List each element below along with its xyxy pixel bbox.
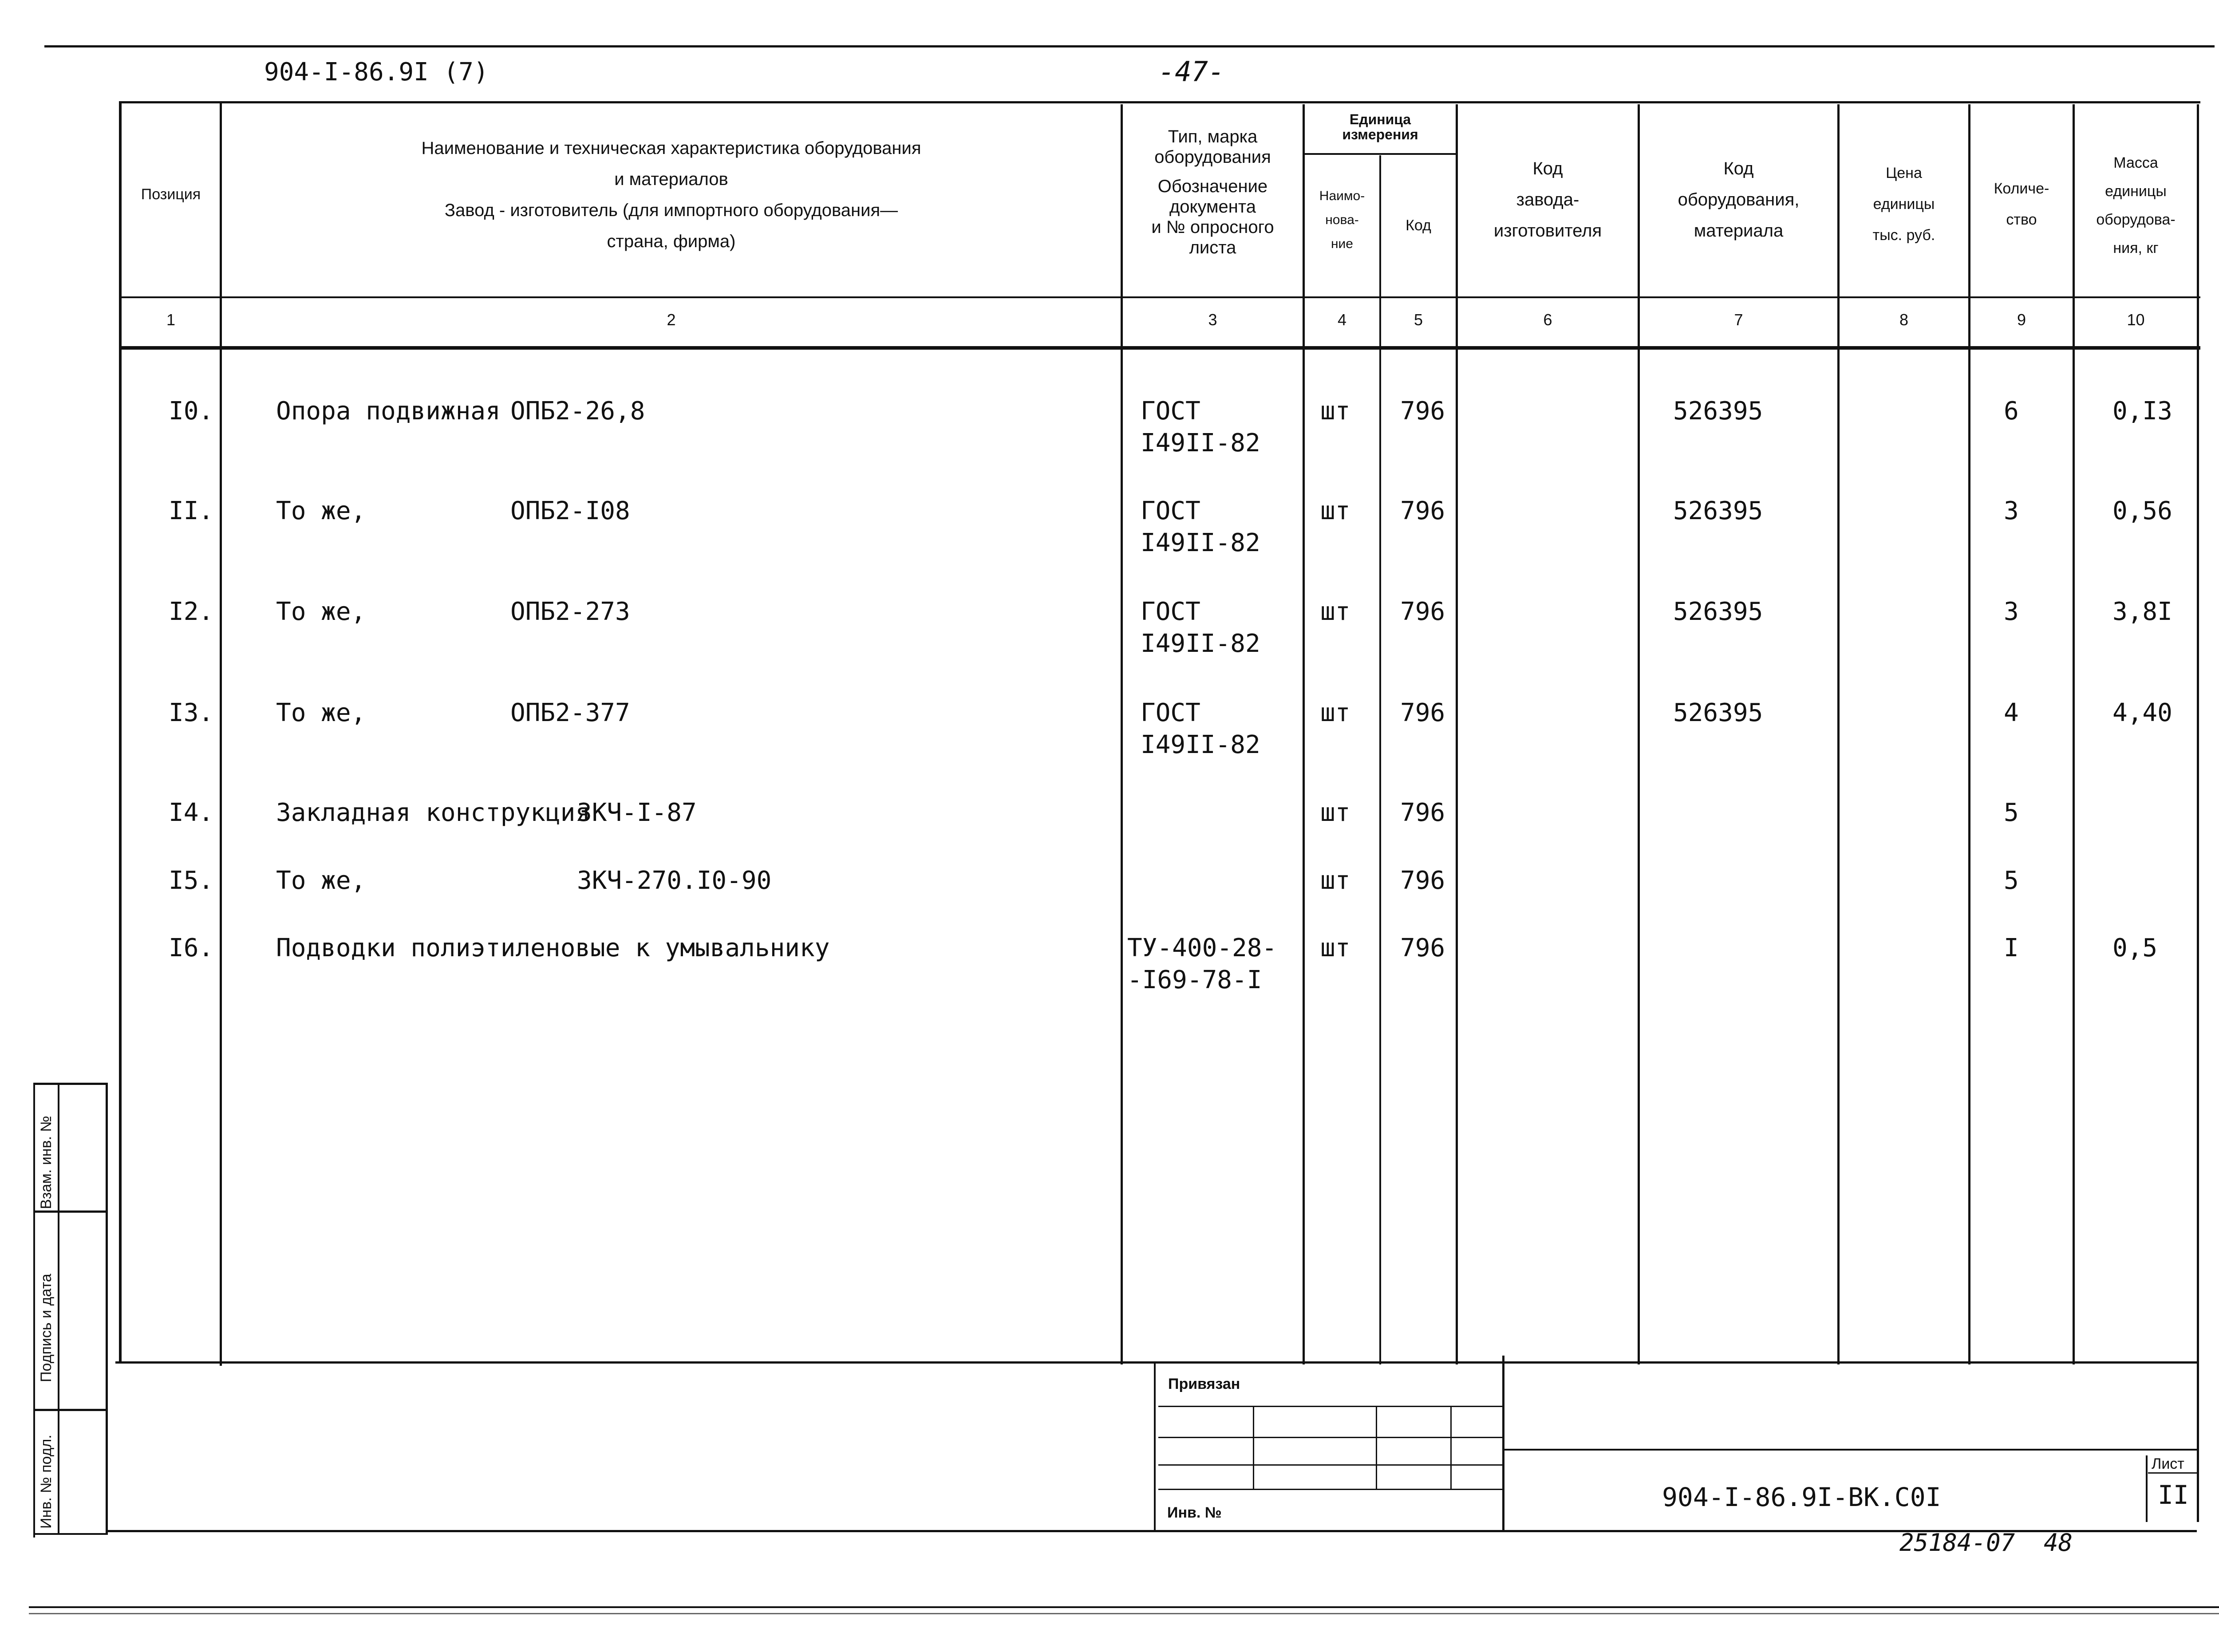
row-document-number: I49II-82 — [1141, 629, 1260, 658]
column-number-7: 7 — [1734, 311, 1743, 329]
row-mass: 3,8I — [2112, 597, 2172, 626]
row-quantity: 3 — [2004, 497, 2019, 525]
row-document-number: I49II-82 — [1141, 730, 1260, 759]
column-number-9: 9 — [2017, 311, 2026, 329]
row-unit-code: 796 — [1400, 597, 1445, 626]
row-mass: 0,56 — [2112, 497, 2172, 525]
attached-row-line-4 — [1158, 1489, 1502, 1490]
row-equipment-code: 526395 — [1673, 597, 1763, 626]
row-unit: шт — [1320, 497, 1350, 525]
row-position: I6. — [169, 934, 214, 962]
attached-col-line-2 — [1376, 1407, 1377, 1489]
row-document: ГОСТ — [1141, 698, 1200, 727]
column-header-type: Тип, марка оборудования Обозначение документа и № опросного листа — [1151, 127, 1274, 257]
top-frame-line — [44, 45, 2215, 47]
col-divider-4 — [1379, 155, 1381, 1364]
column-number-4: 4 — [1337, 311, 1347, 329]
row-unit-code: 796 — [1400, 798, 1445, 827]
side-stamp-left-line — [33, 1085, 35, 1538]
col-divider-6 — [1638, 104, 1640, 1364]
attached-col-line-1 — [1253, 1407, 1254, 1489]
column-header-position: Позиция — [141, 186, 201, 203]
inventory-number-label: Инв. № — [1167, 1504, 1222, 1521]
row-quantity: 4 — [2004, 698, 2019, 727]
row-equipment-code: 526395 — [1673, 397, 1763, 426]
row-position: I4. — [169, 798, 214, 827]
sheet-box-left-line — [2146, 1455, 2148, 1522]
row-position: I5. — [169, 866, 214, 895]
numbers-row-bottom-line — [119, 346, 2200, 350]
bottom-edge-line — [29, 1613, 2219, 1614]
row-name: Закладная конструкция — [276, 798, 591, 827]
table-left-line — [119, 101, 122, 1361]
column-number-10: 10 — [2127, 311, 2145, 329]
row-unit-code: 796 — [1400, 497, 1445, 525]
row-unit-code: 796 — [1400, 934, 1445, 962]
attached-label: Привязан — [1168, 1376, 1240, 1392]
row-unit-code: 796 — [1400, 698, 1445, 727]
row-name: Подводки полиэтиленовые к умывальнику — [276, 934, 830, 962]
row-mark: ОПБ2-377 — [510, 698, 630, 727]
row-mark: ОПБ2-26,8 — [510, 397, 645, 426]
row-equipment-code: 526395 — [1673, 497, 1763, 525]
row-position: I3. — [169, 698, 214, 727]
row-quantity: 6 — [2004, 397, 2019, 426]
column-number-1: 1 — [166, 311, 176, 329]
row-unit: шт — [1320, 698, 1350, 727]
row-document: ГОСТ — [1141, 597, 1200, 626]
row-mark: ОПБ2-273 — [510, 597, 630, 626]
column-header-unit-group: Единица измерения — [1342, 111, 1418, 142]
row-quantity: 5 — [2004, 798, 2019, 827]
row-unit: шт — [1320, 934, 1350, 962]
col-divider-2 — [1121, 104, 1123, 1364]
unit-group-underline — [1303, 153, 1458, 155]
page-number: -47- — [1158, 55, 1225, 88]
row-quantity: 5 — [2004, 866, 2019, 895]
header-bottom-line — [119, 296, 2200, 298]
side-stamp-divider-2 — [33, 1409, 108, 1411]
column-header-name: Наименование и техническая характеристика оборудования и материалов Завод - изготовитель (для импортного оборудования— страна, фирма) — [421, 138, 921, 251]
column-header-mass: Масса единицы оборудова- ния, кг — [2096, 154, 2176, 256]
col-divider-9 — [2073, 104, 2075, 1364]
row-name: То же, — [276, 866, 366, 895]
column-header-unit-code: Код — [1406, 217, 1431, 234]
row-mark: ОПБ2-I08 — [510, 497, 630, 525]
attached-box-left-line — [1154, 1361, 1156, 1530]
row-mass: 0,5 — [2112, 934, 2158, 962]
row-unit-code: 796 — [1400, 866, 1445, 895]
row-document-number: -I69-78-I — [1127, 966, 1262, 994]
row-mass: 0,I3 — [2112, 397, 2172, 426]
row-name: То же, — [276, 597, 366, 626]
row-unit: шт — [1320, 798, 1350, 827]
row-document: ГОСТ — [1141, 497, 1200, 525]
column-number-5: 5 — [1414, 311, 1423, 329]
column-number-8: 8 — [1899, 311, 1909, 329]
row-name: То же, — [276, 497, 366, 525]
attached-col-line-3 — [1450, 1407, 1452, 1489]
column-header-unit-name: Наимо- нова- ние — [1319, 189, 1365, 251]
attached-box-right-line — [1502, 1356, 1504, 1530]
row-quantity: 3 — [2004, 597, 2019, 626]
column-number-3: 3 — [1208, 311, 1217, 329]
bottom-frame-line — [29, 1606, 2219, 1608]
original-inventory-label: Инв. № подл. — [38, 1435, 55, 1529]
row-equipment-code: 526395 — [1673, 698, 1763, 727]
title-block-document-code: 904-I-86.9I-ВК.С0I — [1662, 1482, 1941, 1512]
replaced-inventory-label: Взам. инв. № — [38, 1116, 55, 1209]
handwritten-archive-number: 25184-07 48 — [1899, 1529, 2073, 1557]
column-header-price: Цена единицы тыс. руб. — [1872, 165, 1935, 244]
row-document-number: I49II-82 — [1141, 528, 1260, 557]
row-unit: шт — [1320, 397, 1350, 426]
col-divider-1 — [220, 101, 222, 1366]
row-mark: ЗКЧ-270.I0-90 — [577, 866, 772, 895]
row-position: I2. — [169, 597, 214, 626]
sheet-label: Лист — [2152, 1455, 2184, 1472]
column-number-6: 6 — [1543, 311, 1552, 329]
column-number-2: 2 — [667, 311, 676, 329]
row-position: I0. — [169, 397, 214, 426]
title-block-top-line — [115, 1361, 2197, 1364]
sheet-number: II — [2158, 1480, 2189, 1510]
row-document: ТУ-400-28- — [1127, 934, 1277, 962]
side-stamp-right-line — [106, 1083, 108, 1533]
column-header-equipment-code: Код оборудования, материала — [1678, 159, 1800, 241]
row-document-number: I49II-82 — [1141, 429, 1260, 457]
row-unit: шт — [1320, 866, 1350, 895]
side-stamp-top-line — [33, 1083, 108, 1085]
row-position: II. — [169, 497, 214, 525]
col-divider-8 — [1968, 104, 1970, 1364]
side-stamp-inner-line — [58, 1083, 59, 1533]
row-unit-code: 796 — [1400, 397, 1445, 426]
col-divider-7 — [1837, 104, 1840, 1364]
row-mark: ЗКЧ-I-87 — [577, 798, 697, 827]
row-unit: шт — [1320, 597, 1350, 626]
row-quantity: I — [2004, 934, 2019, 962]
row-mass: 4,40 — [2112, 698, 2172, 727]
doc-code-box-top-line — [1504, 1449, 2197, 1451]
title-block-bottom-line — [106, 1530, 2197, 1532]
row-name: Опора подвижная — [276, 397, 501, 426]
document-code-header: 904-I-86.9I (7) — [264, 58, 489, 87]
table-right-line — [2197, 104, 2199, 1522]
column-header-factory-code: Код завода- изготовителя — [1493, 159, 1602, 241]
row-document: ГОСТ — [1141, 397, 1200, 426]
col-divider-5 — [1456, 104, 1458, 1364]
side-stamp-bottom-line — [33, 1533, 108, 1535]
side-stamp-divider-1 — [33, 1210, 108, 1213]
table-top-line — [119, 101, 2200, 103]
col-divider-3 — [1303, 104, 1305, 1364]
signature-date-label: Подпись и дата — [38, 1273, 55, 1382]
row-name: То же, — [276, 698, 366, 727]
column-header-quantity: Количе- ство — [1994, 180, 2049, 228]
